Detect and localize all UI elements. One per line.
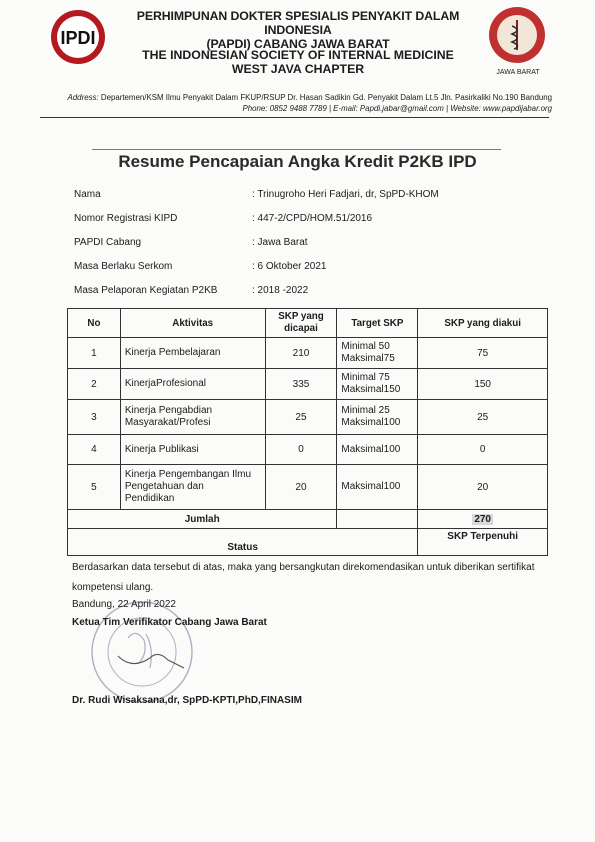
place-date: Bandung, 22 April 2022 xyxy=(72,599,176,610)
field-label-cabang: PAPDI Cabang xyxy=(74,237,142,248)
jumlah-empty-cell xyxy=(337,510,418,529)
row-dicapai: 210 xyxy=(265,338,337,369)
address-text: Departemen/KSM Ilmu Penyakit Dalam FKUP/RSUP Dr. Hasan Sadikin Gd. Penyakit Dalam Lt.5 Jln. Pasirkaliki No.190 Bandung xyxy=(98,93,552,102)
skp-table xyxy=(67,308,548,556)
address-label: Address: xyxy=(67,93,99,102)
target-line: Maksimal150 xyxy=(341,384,401,395)
right-logo-caption: JAWA BARAT xyxy=(496,69,540,76)
row-diakui: 25 xyxy=(418,400,548,435)
org-line-1: PERHIMPUNAN DOKTER SPESIALIS PENYAKIT DALAM INDONESIA xyxy=(136,9,460,37)
row-no: 1 xyxy=(68,338,121,369)
header-skp-dicapai xyxy=(265,309,337,338)
row-no: 5 xyxy=(68,465,121,510)
recommendation-paragraph: Berdasarkan data tersebut di atas, maka yang bersangkutan direkomendasikan untuk diberikan sertifikat kompetensi ulang. xyxy=(72,562,535,593)
row-no: 3 xyxy=(68,400,121,435)
jawa-barat-chapter-emblem xyxy=(488,6,546,64)
field-value-serkom: : 6 Oktober 2021 xyxy=(252,261,327,272)
jumlah-value xyxy=(418,510,548,529)
aktivitas-line: Kinerja Pengembangan Ilmu xyxy=(124,469,252,480)
header-aktivitas: Aktivitas xyxy=(120,309,265,338)
row-dicapai: 0 xyxy=(265,435,337,465)
signer-name: Dr. Rudi Wisaksana,dr, SpPD-KPTI,PhD,FINASIM xyxy=(72,695,302,706)
jumlah-label: Jumlah xyxy=(68,510,337,529)
row-aktivitas xyxy=(120,338,265,369)
table-row xyxy=(68,465,548,510)
title-rule xyxy=(92,149,501,150)
aktivitas-line: Kinerja Publikasi xyxy=(124,443,199,455)
org-en-line-1: THE INDONESIAN SOCIETY OF INTERNAL MEDICINE xyxy=(142,48,454,62)
field-value-pelaporan: : 2018 -2022 xyxy=(252,285,309,296)
status-value: SKP Terpenuhi xyxy=(418,529,548,556)
aktivitas-line: Masyarakat/Profesi xyxy=(124,417,211,428)
row-diakui: 75 xyxy=(418,338,548,369)
row-diakui: 0 xyxy=(418,435,548,465)
field-label-nama: Nama xyxy=(74,189,101,200)
row-diakui: 150 xyxy=(418,369,548,400)
header-skp-dicapai-line2: dicapai xyxy=(284,323,318,334)
aktivitas-line: Pengetahuan dan xyxy=(124,481,204,492)
row-target xyxy=(337,400,418,435)
document-title: Resume Pencapaian Angka Kredit P2KB IPD xyxy=(118,152,477,171)
target-line: Minimal 25 xyxy=(341,405,390,416)
header-target: Target SKP xyxy=(337,309,418,338)
table-row xyxy=(68,338,548,369)
row-target xyxy=(337,338,418,369)
header-skp-dicapai-line1: SKP yang xyxy=(278,311,324,322)
target-line: Maksimal100 xyxy=(341,481,401,492)
table-header-row xyxy=(68,309,548,338)
row-aktivitas xyxy=(120,369,265,400)
row-no: 2 xyxy=(68,369,121,400)
row-dicapai: 25 xyxy=(265,400,337,435)
row-no: 4 xyxy=(68,435,121,465)
target-line: Maksimal100 xyxy=(341,417,401,428)
papdi-logo xyxy=(49,8,107,66)
field-value-nama: : Trinugroho Heri Fadjari, dr, SpPD-KHOM xyxy=(252,189,439,200)
aktivitas-line: Kinerja Pengabdian xyxy=(124,405,213,416)
org-en-line-2: WEST JAVA CHAPTER xyxy=(231,62,365,76)
org-name-en xyxy=(110,48,486,76)
header-no: No xyxy=(68,309,121,338)
row-dicapai: 335 xyxy=(265,369,337,400)
row-target xyxy=(337,369,418,400)
org-name-id xyxy=(110,9,486,51)
row-dicapai: 20 xyxy=(265,465,337,510)
row-diakui: 20 xyxy=(418,465,548,510)
target-line: Minimal 50 xyxy=(341,341,390,352)
org-line-2: (PAPDI) CABANG JAWA BARAT xyxy=(206,37,390,51)
status-label: Status xyxy=(68,529,418,556)
target-line: Minimal 75 xyxy=(341,372,390,383)
contact-line: Phone: 0852 9488 7789 | E-mail: Papdi.jabar@gmail.com | Website: www.papdijabar.org xyxy=(242,104,552,113)
row-target xyxy=(337,435,418,465)
row-aktivitas xyxy=(120,400,265,435)
target-line: Maksimal100 xyxy=(341,443,401,455)
target-line: Maksimal75 xyxy=(341,353,395,364)
header-diakui: SKP yang diakui xyxy=(418,309,548,338)
row-aktivitas xyxy=(120,435,265,465)
jumlah-value-text: 270 xyxy=(474,513,491,525)
row-target xyxy=(337,465,418,510)
aktivitas-line: Pendidikan xyxy=(124,493,175,504)
table-row xyxy=(68,369,548,400)
svg-text:IPDI: IPDI xyxy=(60,28,96,48)
field-label-pelaporan: Masa Pelaporan Kegiatan P2KB xyxy=(74,285,218,296)
table-row xyxy=(68,400,548,435)
row-aktivitas xyxy=(120,465,265,510)
table-row xyxy=(68,435,548,465)
header-divider xyxy=(40,117,549,118)
field-value-cabang: : Jawa Barat xyxy=(252,237,308,248)
official-stamp xyxy=(88,598,196,706)
aktivitas-line: KinerjaProfesional xyxy=(124,378,206,389)
field-label-serkom: Masa Berlaku Serkom xyxy=(74,261,173,272)
signer-role: Ketua Tim Verifikator Cabang Jawa Barat xyxy=(72,617,267,628)
address-block xyxy=(40,92,552,114)
jumlah-row xyxy=(68,510,548,529)
status-row xyxy=(68,529,548,556)
field-value-kipd: : 447-2/CPD/HOM.51/2016 xyxy=(252,213,373,224)
field-label-kipd: Nomor Registrasi KIPD xyxy=(74,213,178,224)
aktivitas-line: Kinerja Pembelajaran xyxy=(124,347,221,358)
